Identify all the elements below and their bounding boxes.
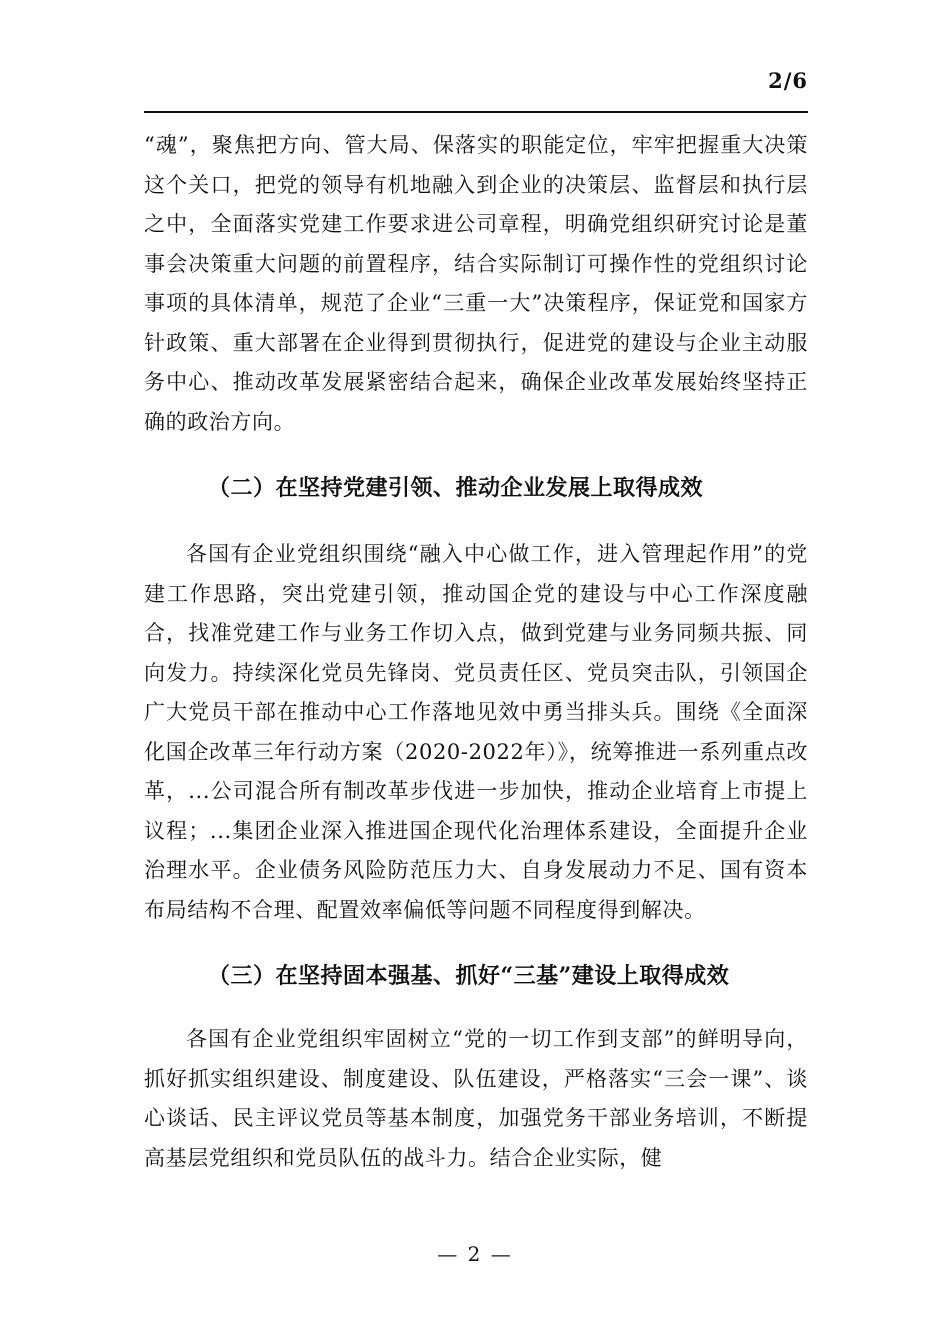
body-paragraph: “魂”，聚焦把方向、管大局、保落实的职能定位，牢牢把握重大决策这个关口，把党的领导有机地融入到企业的决策层、监督层和执行层之中，全面落实党建工作要求进公司章程，明确党组织研究讨论是董事会决策重大问题的前置程序，结合实际制订可操作性的党组织讨论事项的具体清单，规范了企业“三重一大”决策程序，保证党和国家方针政策、重大部署在企业得到贯彻执行，促进党的建设与企业主动服务中心、推动改革发展紧密结合起来，确保企业改革发展始终坚持正确的政治方向。 (144, 133, 808, 434)
header-divider (144, 111, 808, 113)
page-number-footer: — 2 — (437, 1242, 513, 1266)
section-heading: （三）在坚持固本强基、抓好“三基”建设上取得成效 (208, 963, 730, 989)
body-paragraph: 各国有企业党组织牢固树立“党的一切工作到支部”的鲜明导向，抓好抓实组织建设、制度建设、队伍建设，严格落实“三会一课”、谈心谈话、民主评议党员等基本制度，加强党务干部业务培训，不断提高基层党组织和党员队伍的战斗力。结合企业实际，健 (144, 1027, 808, 1170)
document-body (144, 126, 808, 1178)
section-heading: （二）在坚持党建引领、推动企业发展上取得成效 (208, 475, 704, 501)
page-counter: 2/6 (768, 68, 808, 93)
body-paragraph: 各国有企业党组织围绕“融入中心做工作，进入管理起作用”的党建工作思路，突出党建引领，推动国企党的建设与中心工作深度融合，找准党建工作与业务工作切入点，做到党建与业务同频共振、同向发力。持续深化党员先锋岗、党员责任区、党员突击队，引领国企广大党员干部在推动中心工作落地见效中勇当排头兵。围绕《全面深化国企改革三年行动方案（2020-2022年）》，统筹推进一系列重点改革，...公司混合所有制改革步伐进一步加快，推动企业培育上市提上议程；...集团企业深入推进国企现代化治理体系建设，全面提升企业治理水平。企业债务风险防范压力大、自身发展动力不足、国有资本布局结构不合理、配置效率偏低等问题不同程度得到解决。 (144, 542, 808, 922)
